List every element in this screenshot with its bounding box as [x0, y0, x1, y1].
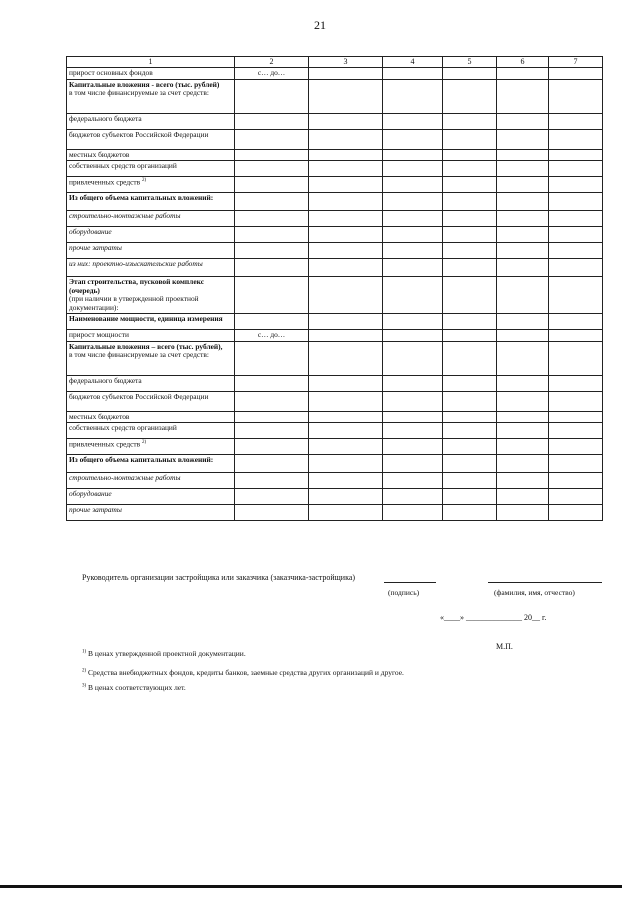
data-cell-col-6	[497, 391, 549, 411]
data-cell-col-4	[383, 227, 443, 243]
row-label-note: в том числе финансируемые за счет средств:	[69, 350, 209, 360]
footnote-text: В ценах соответствующих лет.	[88, 683, 186, 692]
data-cell-col-6	[497, 277, 549, 314]
data-cell-col-7	[549, 391, 603, 411]
data-cell-col-5	[443, 330, 497, 342]
data-cell-col-2	[235, 473, 309, 489]
data-cell-col-6	[497, 314, 549, 330]
signature-line	[384, 582, 436, 583]
data-cell-col-3	[309, 129, 383, 149]
row-label: Капитальные вложения – всего (тыс. рублей),	[69, 341, 223, 351]
table-row	[67, 439, 603, 455]
data-cell-col-7	[549, 439, 603, 455]
column-header-4: 4	[383, 57, 443, 68]
data-cell-col-2	[235, 341, 309, 375]
table-row	[67, 79, 603, 113]
data-cell-col-5	[443, 375, 497, 391]
column-header-3: 3	[309, 57, 383, 68]
data-cell-col-3	[309, 341, 383, 375]
page-bottom-rule	[0, 885, 622, 888]
data-cell-col-4	[383, 68, 443, 80]
row-label: собственных средств организаций	[69, 161, 177, 171]
data-cell-col-5	[443, 259, 497, 277]
row-label: привлеченных средств	[69, 177, 141, 187]
data-cell-col-2	[235, 423, 309, 439]
data-cell-col-6	[497, 439, 549, 455]
data-cell-col-4	[383, 149, 443, 161]
data-cell-col-3	[309, 177, 383, 193]
row-label: строительно-монтажные работы	[69, 211, 181, 221]
data-cell-col-7	[549, 129, 603, 149]
data-cell-col-6	[497, 211, 549, 227]
data-cell-col-7	[549, 259, 603, 277]
row-label: бюджетов субъектов Российской Федерации	[69, 391, 209, 401]
data-cell-col-4	[383, 113, 443, 129]
data-cell-col-5	[443, 227, 497, 243]
footnote-mark: 2)	[82, 668, 87, 674]
data-cell-col-4	[383, 177, 443, 193]
data-cell-col-3	[309, 161, 383, 177]
data-cell-col-7	[549, 330, 603, 342]
data-cell-col-5	[443, 411, 497, 423]
data-cell-col-2	[235, 489, 309, 505]
data-cell-col-7	[549, 411, 603, 423]
row-label: привлеченных средств	[69, 439, 141, 449]
row-label-cell	[67, 391, 235, 411]
column-header-5: 5	[443, 57, 497, 68]
data-cell-col-7	[549, 113, 603, 129]
data-cell-col-7	[549, 455, 603, 473]
table-row	[67, 330, 603, 342]
data-cell-col-5	[443, 193, 497, 211]
data-cell-col-5	[443, 277, 497, 314]
data-cell-col-6	[497, 149, 549, 161]
table-row	[67, 455, 603, 473]
row-label-cell	[67, 211, 235, 227]
row-label-cell	[67, 375, 235, 391]
data-cell-col-5	[443, 439, 497, 455]
row-label-cell	[67, 439, 235, 455]
row-label: Наименование мощности, единица измерения	[69, 314, 223, 324]
data-cell-col-6	[497, 79, 549, 113]
row-label: оборудование	[69, 489, 112, 499]
footnote-ref: 2)	[141, 178, 147, 184]
data-cell-col-2	[235, 193, 309, 211]
data-cell-col-3	[309, 277, 383, 314]
data-cell-col-6	[497, 113, 549, 129]
data-cell-col-3	[309, 113, 383, 129]
date-field: «____» ______________ 20__ г.	[440, 613, 547, 622]
row-label: Капитальные вложения - всего (тыс. рублей)	[69, 79, 220, 89]
data-cell-col-2	[235, 277, 309, 314]
table-row	[67, 161, 603, 177]
data-cell-col-7	[549, 314, 603, 330]
table-row	[67, 129, 603, 149]
row-label: Из общего объема капитальных вложений:	[69, 193, 214, 203]
row-label-cell	[67, 161, 235, 177]
data-cell-col-4	[383, 423, 443, 439]
data-cell-col-5	[443, 129, 497, 149]
data-cell-col-3	[309, 439, 383, 455]
name-caption: (фамилия, имя, отчество)	[494, 588, 575, 597]
data-cell-col-2	[235, 113, 309, 129]
data-cell-col-4	[383, 330, 443, 342]
row-label: собственных средств организаций	[69, 423, 177, 433]
data-cell-col-7	[549, 149, 603, 161]
row-label-cell	[67, 314, 235, 330]
table-row	[67, 113, 603, 129]
data-cell-col-6	[497, 68, 549, 80]
table-row	[67, 375, 603, 391]
data-cell-col-7	[549, 341, 603, 375]
footnote-text: В ценах утвержденной проектной документации.	[88, 649, 246, 658]
data-cell-col-4	[383, 259, 443, 277]
data-cell-col-4	[383, 161, 443, 177]
table-header-row	[67, 57, 603, 68]
row-label-cell	[67, 277, 235, 314]
row-label: федерального бюджета	[69, 375, 142, 385]
data-cell-col-2	[235, 455, 309, 473]
data-cell-col-7	[549, 243, 603, 259]
data-cell-col-5	[443, 79, 497, 113]
data-cell-col-6	[497, 455, 549, 473]
table-row	[67, 341, 603, 375]
data-cell-col-7	[549, 177, 603, 193]
table-row	[67, 149, 603, 161]
data-cell-col-3	[309, 423, 383, 439]
data-cell-col-5	[443, 177, 497, 193]
data-cell-col-4	[383, 411, 443, 423]
data-cell-col-5	[443, 391, 497, 411]
data-cell-col-3	[309, 505, 383, 521]
data-cell-col-3	[309, 489, 383, 505]
data-cell-col-7	[549, 423, 603, 439]
data-cell-col-2	[235, 411, 309, 423]
data-cell-col-5	[443, 489, 497, 505]
data-cell-col-4	[383, 277, 443, 314]
data-cell-col-5	[443, 314, 497, 330]
footnote-ref: 2)	[141, 440, 147, 446]
data-cell-col-3	[309, 79, 383, 113]
data-cell-col-4	[383, 505, 443, 521]
data-cell-col-5	[443, 341, 497, 375]
data-cell-col-6	[497, 375, 549, 391]
data-cell-col-3	[309, 149, 383, 161]
name-line	[488, 582, 602, 583]
data-cell-col-4	[383, 439, 443, 455]
data-cell-col-6	[497, 177, 549, 193]
data-cell-col-3	[309, 391, 383, 411]
row-label-cell	[67, 149, 235, 161]
data-cell-col-3	[309, 330, 383, 342]
data-cell-col-4	[383, 455, 443, 473]
data-cell-col-2	[235, 227, 309, 243]
data-cell-col-2	[235, 243, 309, 259]
table-row	[67, 423, 603, 439]
data-cell-col-4	[383, 211, 443, 227]
data-cell-col-7	[549, 277, 603, 314]
row-label: из них: проектно-изыскательские работы	[69, 259, 203, 269]
data-cell-col-2: с… до…	[235, 68, 309, 80]
row-label-cell	[67, 243, 235, 259]
data-cell-col-6	[497, 243, 549, 259]
data-cell-col-5	[443, 243, 497, 259]
row-label: оборудование	[69, 227, 112, 237]
data-cell-col-7	[549, 193, 603, 211]
data-cell-col-2	[235, 375, 309, 391]
data-cell-col-6	[497, 505, 549, 521]
row-label-note: (при наличии в утвержденной проектной документации):	[69, 294, 199, 312]
data-cell-col-4	[383, 243, 443, 259]
data-cell-col-7	[549, 227, 603, 243]
data-cell-col-3	[309, 243, 383, 259]
data-cell-col-6	[497, 193, 549, 211]
column-header-1: 1	[67, 57, 235, 68]
table-row	[67, 68, 603, 80]
row-label: прирост основных фондов	[69, 68, 153, 77]
data-cell-col-2	[235, 314, 309, 330]
data-cell-col-2	[235, 79, 309, 113]
data-cell-col-4	[383, 193, 443, 211]
row-label: бюджетов субъектов Российской Федерации	[69, 129, 209, 139]
data-cell-col-3	[309, 455, 383, 473]
row-label-cell	[67, 177, 235, 193]
data-cell-col-2: с… до…	[235, 330, 309, 342]
data-cell-col-7	[549, 211, 603, 227]
row-label-cell	[67, 259, 235, 277]
row-label-cell	[67, 423, 235, 439]
table-row	[67, 243, 603, 259]
data-cell-col-2	[235, 149, 309, 161]
data-cell-col-7	[549, 68, 603, 80]
table-row	[67, 489, 603, 505]
data-cell-col-5	[443, 68, 497, 80]
data-cell-col-5	[443, 455, 497, 473]
data-cell-col-6	[497, 161, 549, 177]
data-cell-col-4	[383, 489, 443, 505]
data-cell-col-6	[497, 341, 549, 375]
signature-caption: (подпись)	[388, 588, 420, 597]
footnote-text: Средства внебюджетных фондов, кредиты банков, заемные средства других организаций и другое.	[88, 668, 404, 677]
data-cell-col-7	[549, 505, 603, 521]
footnote-3	[82, 683, 186, 692]
data-cell-col-4	[383, 314, 443, 330]
data-cell-col-7	[549, 79, 603, 113]
row-label: местных бюджетов	[69, 411, 130, 421]
table-row	[67, 411, 603, 423]
table-row	[67, 259, 603, 277]
data-cell-col-4	[383, 341, 443, 375]
data-cell-col-2	[235, 259, 309, 277]
data-cell-col-5	[443, 161, 497, 177]
data-cell-col-4	[383, 129, 443, 149]
signature-label: Руководитель организации застройщика или заказчика (заказчика-застройщика)	[82, 573, 356, 582]
row-label-cell	[67, 113, 235, 129]
row-label-cell	[67, 489, 235, 505]
row-label-cell	[67, 473, 235, 489]
row-label-cell	[67, 227, 235, 243]
table-row	[67, 473, 603, 489]
data-cell-col-3	[309, 211, 383, 227]
row-label-note: в том числе финансируемые за счет средств:	[69, 88, 209, 98]
data-cell-col-3	[309, 314, 383, 330]
data-cell-col-2	[235, 505, 309, 521]
row-label: местных бюджетов	[69, 149, 130, 159]
data-cell-col-7	[549, 489, 603, 505]
data-cell-col-6	[497, 423, 549, 439]
data-cell-col-3	[309, 259, 383, 277]
data-cell-col-7	[549, 473, 603, 489]
table-row	[67, 391, 603, 411]
table-body	[67, 68, 603, 521]
data-cell-col-2	[235, 161, 309, 177]
data-cell-col-4	[383, 375, 443, 391]
data-cell-col-2	[235, 211, 309, 227]
data-cell-col-2	[235, 129, 309, 149]
table-row	[67, 277, 603, 314]
table-row	[67, 505, 603, 521]
data-cell-col-3	[309, 193, 383, 211]
data-cell-col-6	[497, 473, 549, 489]
data-cell-col-5	[443, 113, 497, 129]
row-label-cell	[67, 129, 235, 149]
row-label-cell	[67, 455, 235, 473]
row-label-cell	[67, 505, 235, 521]
table-row	[67, 177, 603, 193]
footnote-2	[82, 668, 404, 677]
data-cell-col-5	[443, 473, 497, 489]
data-cell-col-2	[235, 439, 309, 455]
row-label-cell	[67, 79, 235, 113]
data-cell-col-6	[497, 129, 549, 149]
data-cell-col-5	[443, 423, 497, 439]
data-cell-col-2	[235, 391, 309, 411]
stamp-place: М.П.	[496, 642, 513, 651]
table-row	[67, 193, 603, 211]
footnote-mark: 1)	[82, 649, 87, 655]
data-cell-col-7	[549, 375, 603, 391]
row-label-cell	[67, 330, 235, 342]
page-number: 21	[314, 18, 326, 32]
footnote-1	[82, 649, 246, 658]
row-label-cell	[67, 193, 235, 211]
data-cell-col-6	[497, 411, 549, 423]
data-cell-col-7	[549, 161, 603, 177]
data-cell-col-3	[309, 473, 383, 489]
row-label-cell	[67, 411, 235, 423]
row-label: Этап строительства, пусковой комплекс (очередь)	[69, 277, 204, 295]
column-header-2: 2	[235, 57, 309, 68]
row-label: строительно-монтажные работы	[69, 473, 181, 483]
row-label: Из общего объема капитальных вложений:	[69, 455, 214, 465]
data-cell-col-6	[497, 259, 549, 277]
data-cell-col-6	[497, 330, 549, 342]
table-row	[67, 227, 603, 243]
data-cell-col-5	[443, 149, 497, 161]
data-cell-col-3	[309, 411, 383, 423]
data-cell-col-4	[383, 391, 443, 411]
data-cell-col-6	[497, 227, 549, 243]
table-row	[67, 211, 603, 227]
column-header-6: 6	[497, 57, 549, 68]
data-cell-col-2	[235, 177, 309, 193]
row-label-cell	[67, 68, 235, 80]
data-cell-col-6	[497, 489, 549, 505]
table-row	[67, 314, 603, 330]
data-cell-col-3	[309, 68, 383, 80]
row-label-cell	[67, 341, 235, 375]
data-cell-col-5	[443, 505, 497, 521]
column-header-7: 7	[549, 57, 603, 68]
data-cell-col-3	[309, 227, 383, 243]
row-label: прирост мощности	[69, 330, 129, 340]
data-cell-col-5	[443, 211, 497, 227]
data-cell-col-4	[383, 79, 443, 113]
row-label: прочие затраты	[69, 505, 122, 515]
row-label: прочие затраты	[69, 243, 122, 253]
data-cell-col-4	[383, 473, 443, 489]
data-cell-col-3	[309, 375, 383, 391]
row-label: федерального бюджета	[69, 113, 142, 123]
capital-investment-table	[66, 56, 603, 521]
footnote-mark: 3)	[82, 683, 87, 689]
